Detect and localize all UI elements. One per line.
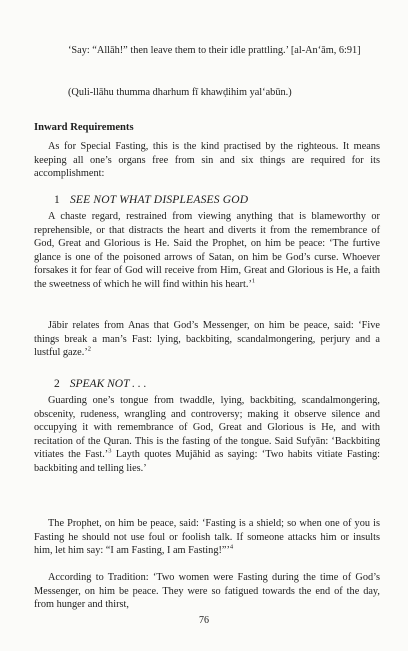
quran-quote bbox=[68, 44, 368, 58]
paragraph-guarding-tongue bbox=[34, 394, 380, 476]
footnote-marker: 1 bbox=[251, 277, 256, 285]
transliteration-text: (Quli-llāhu thumma dharhum fī khawḍihim yal‘abūn.) bbox=[68, 87, 292, 98]
subsection-2-number: 2 bbox=[54, 378, 60, 390]
subsection-1-label: SEE NOT WHAT DISPLEASES GOD bbox=[69, 194, 249, 206]
paragraph-text: Guarding one’s tongue from twaddle, lying, backbiting, scandalmongering, obscenity, rudeness, wrangling and controversy; making it observe silence and occupying it with remembrance of God, Great and Glorious is He, and with recitation of the Quran. This is the fasting of the tongue. Said Sufyān: ‘Backbiting vitiates the Fast.’ bbox=[34, 395, 380, 461]
footnote-marker: 2 bbox=[87, 345, 92, 353]
paragraph-text-continued: Layth quotes Mujāhid as saying: ‘Two habits vitiate Fasting: backbiting and telling lies.’ bbox=[34, 449, 380, 474]
subsection-1-number: 1 bbox=[54, 194, 60, 206]
page-number: 76 bbox=[199, 615, 209, 626]
paragraph-chaste-regard bbox=[34, 210, 380, 292]
quote-text: ‘Say: “Allāh!” then leave them to their idle prattling.’ [al-An‘ām, 6:91] bbox=[68, 45, 361, 56]
subsection-2-title bbox=[54, 378, 147, 390]
footnote-marker: 3 bbox=[108, 447, 112, 455]
paragraph-fasting-shield bbox=[34, 517, 380, 558]
section-heading: Inward Requirements bbox=[34, 122, 134, 133]
subsection-1-title bbox=[54, 194, 248, 206]
quote-transliteration bbox=[68, 86, 368, 100]
paragraph-jabir bbox=[34, 319, 380, 360]
subsection-2-label: SPEAK NOT . . . bbox=[69, 378, 147, 390]
footnote-marker: 4 bbox=[229, 543, 234, 551]
paragraph-text: The Prophet, on him be peace, said: ‘Fasting is a shield; so when one of you is Fasting he should not use foul or foolish talk. If someone attacks him or insults him, let him say: “I am Fasting, I am Fasting!”’ bbox=[34, 518, 380, 557]
paragraph-two-women: According to Tradition: ‘Two women were Fasting during the time of God’s Messenger, on him be peace. They were so fatigued towards the end of the day, from hunger and thirst, bbox=[34, 572, 380, 611]
paragraph-text: A chaste regard, restrained from viewing anything that is blameworthy or reprehensible, or that distracts the heart and diverts it from the remembrance of God, Great and Glorious is He. Said the Prophet, on him be peace: ‘The furtive glance is one of the poisoned arrows of Satan, on him be God’s curse. Whoever forsakes it for fear of God will receive from Him, Great and Glorious is He, a faith the sweetness of which he will find within his heart.’ bbox=[34, 211, 380, 290]
paragraph-text: Jābir relates from Anas that God’s Messenger, on him be peace, said: ‘Five things break a man’s Fast: lying, backbiting, scandalmongering, perjury and a lustful gaze.’ bbox=[34, 320, 380, 359]
intro-paragraph: As for Special Fasting, this is the kind practised by the righteous. It means keeping all one’s organs free from sin and six things are required for its accomplishment: bbox=[34, 141, 380, 180]
